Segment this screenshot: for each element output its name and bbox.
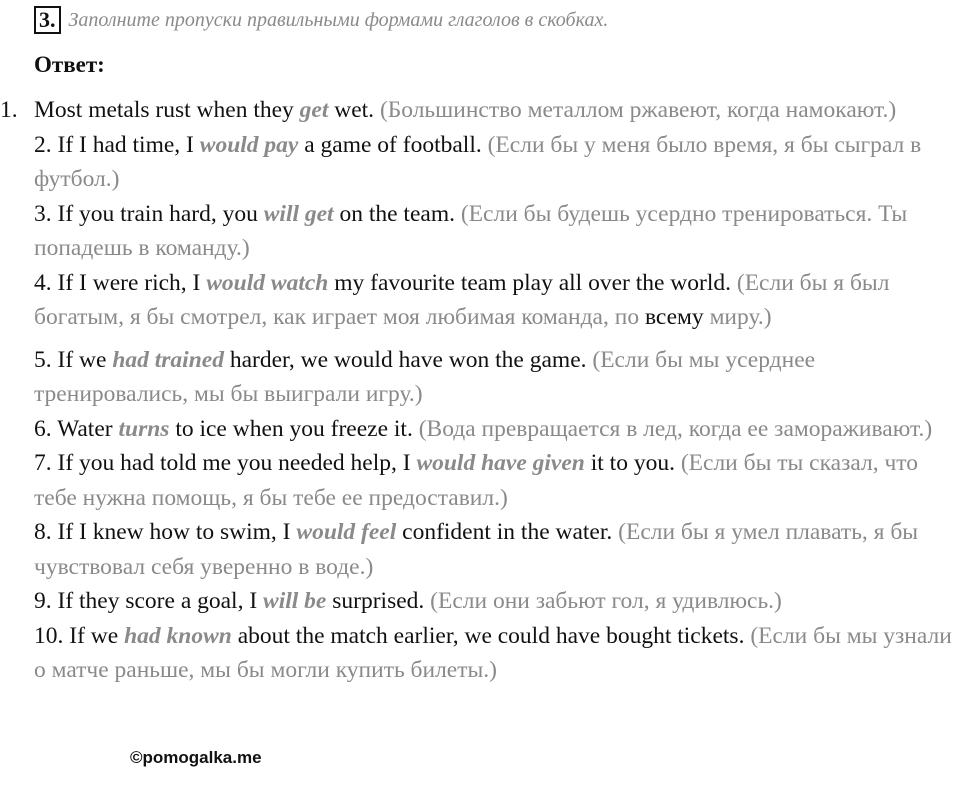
translation: (Если они забьют гол, я удивлюсь.) — [430, 588, 782, 614]
item-number: 4. — [34, 269, 52, 296]
answer-label: Ответ: — [34, 52, 105, 77]
sentence-after: about the match earlier, we could have bought tickets. — [231, 622, 745, 649]
sentence-after: harder, we would have won the game. — [223, 346, 587, 373]
translation: (Если бы мы узнали о матче раньше, мы бы могли купить билеты.) — [34, 622, 952, 683]
translation: (Если бы мы усерднее тренировались, мы бы выиграли игру.) — [34, 346, 816, 407]
translation-tail: миру.) — [709, 304, 772, 330]
translation: (Если бы я был богатым, я бы смотрел, как играет моя любимая команда, по — [34, 269, 890, 330]
answer-item-7 — [0, 446, 960, 515]
translation: (Если бы будешь усердно тренироваться. Ты попадешь в команду.) — [34, 200, 908, 261]
item-number: 7. — [34, 450, 52, 476]
verb-answer: will get — [263, 200, 334, 227]
answer-item-6 — [0, 412, 960, 447]
sentence-before: If you had told me you needed help, I — [57, 450, 417, 476]
answer-item-10 — [0, 619, 960, 688]
sentence-before: Water — [57, 415, 119, 442]
sentence-before: If we — [57, 346, 113, 373]
translation: (Если бы у меня было время, я бы сыграл в футбол.) — [34, 131, 922, 192]
sentence-after: a game of football. — [298, 131, 482, 158]
task-header — [34, 6, 608, 34]
answer-item-1 — [0, 93, 960, 128]
answer-item-3 — [0, 197, 960, 266]
sentence-before: If I knew how to swim, I — [57, 519, 297, 545]
sentence-after: to ice when you freeze it. — [169, 415, 413, 442]
answer-item-9 — [0, 584, 960, 619]
translation: (Большинство металлом ржавеют, когда намокают.) — [379, 97, 897, 123]
item-number: 2. — [34, 131, 52, 158]
item-number: 10. — [34, 622, 64, 649]
watermark-text: ©pomogalka.me — [130, 748, 262, 767]
sentence-before: If you train hard, you — [57, 200, 264, 227]
verb-answer: get — [299, 97, 329, 123]
verb-answer: would have given — [416, 450, 585, 476]
translation: (Вода превращается в лед, когда ее замораживают.) — [418, 415, 933, 442]
task-number: 3. — [34, 6, 61, 34]
sentence-before: If we — [69, 622, 125, 649]
item-number: 3. — [34, 200, 52, 227]
verb-answer: would watch — [206, 269, 329, 296]
item-number: 5. — [34, 346, 52, 373]
sentence-after: confident in the water. — [396, 519, 613, 545]
verb-answer: would pay — [199, 131, 299, 158]
answer-item-5 — [0, 343, 960, 412]
verb-answer: had trained — [112, 346, 224, 373]
sentence-before: If they score a goal, I — [57, 588, 264, 614]
verb-answer: turns — [118, 415, 170, 442]
sentence-before: Most metals rust when they — [34, 97, 300, 123]
answer-item-8 — [0, 515, 960, 584]
answer-list — [0, 93, 960, 688]
answer-item-4 — [0, 266, 960, 335]
sentence-before: If I had time, I — [57, 131, 200, 158]
answer-item-2 — [0, 128, 960, 197]
sentence-before: If I were rich, I — [57, 269, 207, 296]
translation: (Если бы ты сказал, что тебе нужна помощь, я бы тебе ее предоставил.) — [34, 450, 919, 511]
verb-answer: would feel — [296, 519, 397, 545]
sentence-after: my favourite team play all over the world. — [328, 269, 731, 296]
item-number: 6. — [34, 415, 52, 442]
sentence-after: surprised. — [326, 588, 425, 614]
item-number: 9. — [34, 588, 52, 614]
sentence-after: on the team. — [333, 200, 455, 227]
translation: (Если бы я умел плавать, я бы чувствовал себя уверенно в воде.) — [34, 519, 919, 580]
item-number: 8. — [34, 519, 52, 545]
verb-answer: will be — [263, 588, 327, 614]
translation-dark-word: всему — [644, 304, 704, 330]
sentence-after: wet. — [328, 97, 375, 123]
task-instruction: Заполните пропуски правильными формами глаголов в скобках. — [68, 8, 609, 31]
item-number: 1. — [0, 97, 18, 123]
verb-answer: had known — [124, 622, 232, 649]
sentence-after: it to you. — [584, 450, 675, 476]
